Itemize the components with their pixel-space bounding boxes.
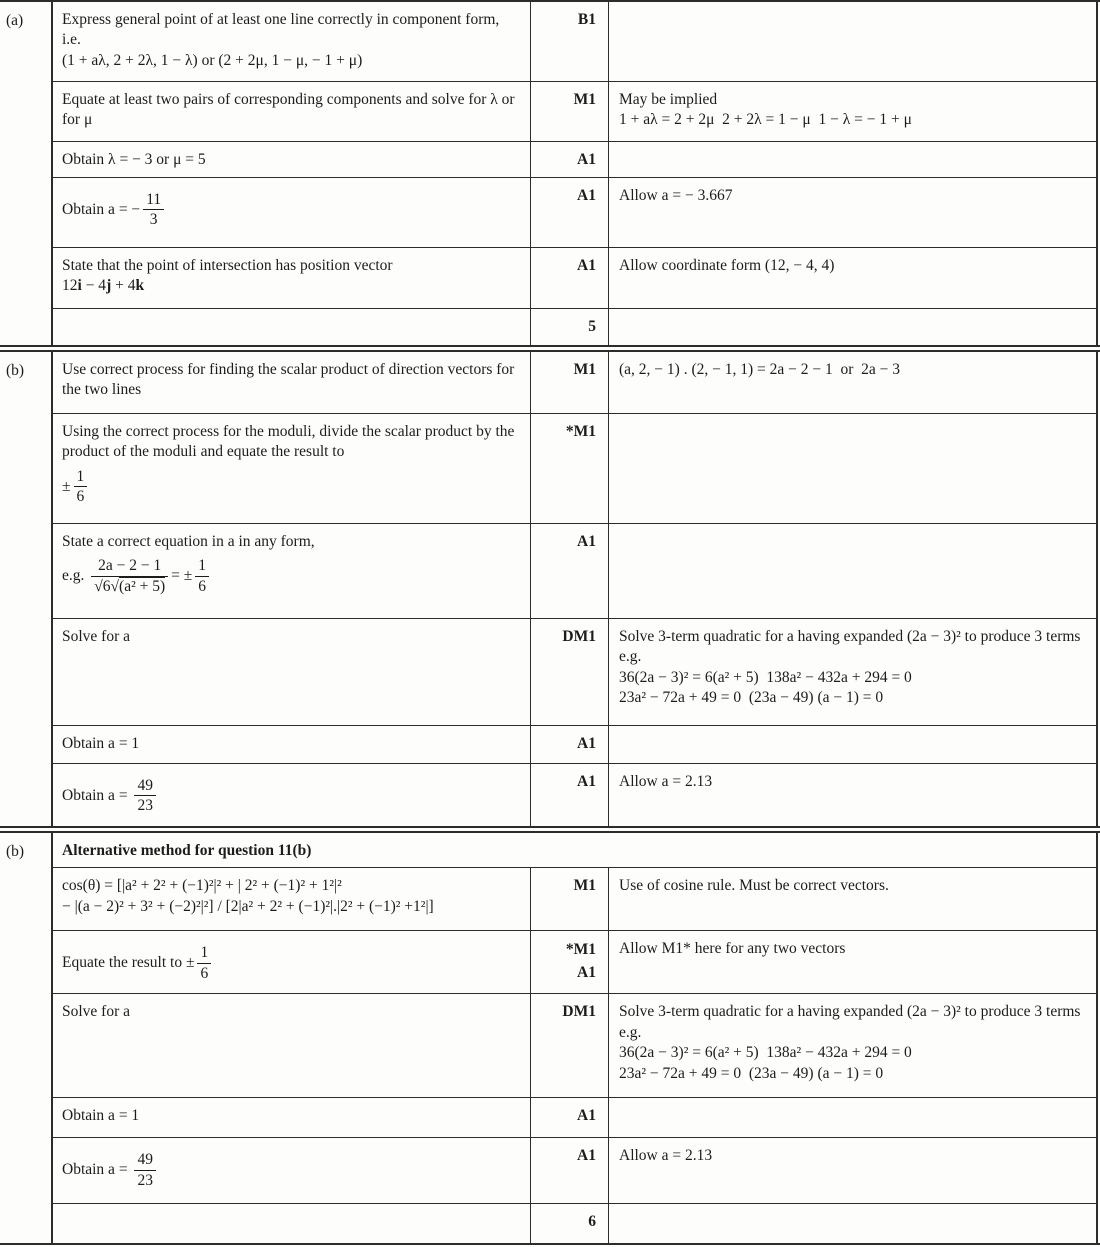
section-separator — [0, 345, 1100, 352]
comment-math-line: 23a² − 72a + 49 = 0 (23a − 49) (a − 1) = 0 — [619, 1064, 884, 1082]
fraction — [74, 468, 88, 506]
fraction-numerator: 49 — [134, 777, 156, 796]
comment-text: Allow coordinate form (12, − 4, 4) — [619, 257, 835, 274]
comment-text: Use of cosine rule. Must be correct vectors. — [619, 877, 889, 895]
answer-cell — [53, 726, 531, 763]
vector-coeff: − 4 — [81, 277, 107, 295]
answer-cell — [53, 1098, 531, 1137]
answer-math-line: (1 + aλ, 2 + 2λ, 1 − λ) or (2 + 2μ, 1 − μ, − 1 + μ) — [62, 51, 363, 69]
comment-cell — [609, 868, 1096, 930]
comment-text: Allow M1* here for any two vectors — [619, 940, 846, 958]
cosine-formula-line2: − |(a − 2)² + 3² + (−2)²|²] / [2|a² + 2² + (−1)²|.|2² + (−1)² +1²|] — [62, 897, 434, 915]
comment-cell — [609, 142, 1096, 177]
vector-coeff: + 4 — [111, 277, 136, 295]
part-label: (b) — [6, 843, 25, 860]
answer-cell — [53, 248, 531, 308]
answer-equation — [62, 467, 518, 507]
unit-vector-j: j — [106, 277, 112, 295]
table-bottom-border — [0, 1243, 1100, 1245]
comment-cell — [609, 1098, 1096, 1137]
vector-coeff: 12 — [62, 277, 78, 295]
answer-text: Solve for a — [62, 1003, 131, 1021]
mark-cell — [531, 142, 609, 177]
answer-text: State that the point of intersection has position vector — [62, 257, 393, 274]
unit-vector-i: i — [77, 277, 82, 295]
answer-cell — [53, 2, 531, 81]
answer-cell — [53, 82, 531, 141]
fraction-denominator: 23 — [137, 1171, 153, 1189]
mark-code: DM1 — [562, 628, 596, 645]
comment-cell — [609, 764, 1096, 826]
comment-text: Allow a = − 3.667 — [619, 187, 733, 204]
comment-cell — [609, 352, 1096, 413]
part-label: (b) — [6, 362, 25, 379]
answer-cell — [53, 994, 531, 1097]
mark-code: A1 — [577, 151, 596, 168]
answer-text: Obtain a = 1 — [62, 735, 140, 752]
table-row — [53, 619, 1096, 726]
mark-code: A1 — [577, 773, 596, 790]
comment-cell — [609, 994, 1096, 1097]
comment-math-line: 1 + aλ = 2 + 2μ 2 + 2λ = 1 − μ 1 − λ = − 1 + μ — [619, 111, 912, 129]
answer-cell — [53, 868, 531, 930]
answer-text: Equate at least two pairs of corresponding components and solve for λ or for μ — [62, 91, 519, 129]
comment-text: Allow a = 2.13 — [619, 1147, 713, 1165]
mark-cell — [531, 1098, 609, 1137]
mark-code: *M1 — [565, 941, 596, 959]
cosine-formula-line1: cos(θ) = [|a² + 2² + (−1)²|² + | 2² + (−1)² + 1²|² — [62, 877, 342, 895]
position-vector-line — [62, 276, 518, 296]
mark-cell — [531, 994, 609, 1097]
section-separator — [0, 826, 1100, 833]
mark-cell — [531, 726, 609, 763]
answer-cell — [53, 352, 531, 413]
section-part-b-alt — [0, 833, 1100, 1243]
table-row — [53, 524, 1096, 619]
comment-text: Allow a = 2.13 — [619, 773, 713, 790]
fraction-numerator: 1 — [197, 944, 211, 963]
mark-code: *M1 — [565, 423, 596, 440]
fraction-denominator: 23 — [137, 797, 153, 815]
table-row — [53, 142, 1096, 178]
mark-code: A1 — [577, 187, 596, 204]
total-row — [53, 309, 1096, 345]
mark-cell — [531, 619, 609, 725]
radicand: (a² + 5) — [119, 577, 166, 595]
answer-text: Obtain a = 1 — [62, 1107, 140, 1125]
equation-prefix: Obtain a = — [62, 1161, 132, 1179]
table-row — [53, 414, 1096, 524]
fraction — [143, 191, 164, 229]
answer-text: Express general point of at least one line correctly in component form, i.e. — [62, 11, 504, 49]
mark-cell — [531, 352, 609, 413]
table-row — [53, 2, 1096, 82]
answer-cell — [53, 414, 531, 523]
radical-six: √6 — [94, 577, 111, 595]
comment-cell — [609, 726, 1096, 763]
total-value: 5 — [588, 318, 596, 335]
fraction-numerator: 11 — [143, 191, 164, 210]
equation-prefix: Obtain a = − — [62, 200, 141, 218]
answer-text: Using the correct process for the moduli, divide the scalar product by the product of the moduli and equate the result to — [62, 423, 519, 461]
answer-equation — [62, 776, 518, 816]
mark-code: A1 — [577, 1107, 596, 1125]
total-value: 6 — [588, 1213, 596, 1231]
mark-cell — [531, 931, 609, 993]
table-row — [53, 868, 1096, 931]
comment-math-line: 36(2a − 3)² = 6(a² + 5) 138a² − 432a + 294 = 0 — [619, 1044, 912, 1062]
answer-cell — [53, 764, 531, 826]
table-row — [53, 1098, 1096, 1138]
comment-math-line: (a, 2, − 1) . (2, − 1, 1) = 2a − 2 − 1 or 2a − 3 — [619, 361, 901, 378]
answer-cell — [53, 1204, 531, 1243]
comment-cell — [609, 414, 1096, 523]
mark-code: A1 — [577, 1147, 596, 1165]
comment-cell — [609, 309, 1096, 345]
comment-cell — [609, 82, 1096, 141]
comment-cell — [609, 524, 1096, 618]
marks-total — [531, 1204, 609, 1243]
fraction — [195, 557, 209, 595]
answer-cell — [53, 931, 531, 993]
answer-text: Use correct process for finding the scalar product of direction vectors for the two lines — [62, 361, 519, 399]
fraction — [197, 944, 211, 982]
fraction-numerator: 49 — [134, 1151, 156, 1170]
answer-cell — [53, 619, 531, 725]
table-row — [53, 726, 1096, 764]
comment-cell — [609, 931, 1096, 993]
mark-code: B1 — [577, 11, 596, 28]
mark-code: M1 — [573, 361, 596, 378]
fraction-denominator: 3 — [149, 211, 158, 229]
answer-cell — [53, 178, 531, 247]
table-row — [53, 764, 1096, 826]
mark-code: DM1 — [562, 1003, 596, 1021]
comment-cell — [609, 2, 1096, 81]
mark-cell — [531, 2, 609, 81]
mark-cell — [531, 82, 609, 141]
fraction — [134, 777, 156, 815]
radical-sign: √ — [110, 577, 120, 595]
table-row — [53, 994, 1096, 1098]
answer-equation — [62, 1150, 518, 1190]
answer-text: Solve for a — [62, 628, 131, 645]
plus-minus-sign: ± — [185, 954, 195, 972]
unit-vector-k: k — [135, 277, 145, 295]
table-row — [53, 82, 1096, 142]
fraction-denominator: 6 — [198, 577, 207, 595]
fraction-denominator: 6 — [76, 488, 85, 506]
table-row — [53, 352, 1096, 414]
equation-prefix: Obtain a = — [62, 786, 132, 804]
fraction-numerator: 1 — [74, 468, 88, 487]
table-row — [53, 931, 1096, 994]
part-label: (a) — [6, 12, 24, 29]
marks-total — [531, 309, 609, 345]
comment-cell — [609, 1138, 1096, 1203]
mark-cell — [531, 868, 609, 930]
section-part-b — [0, 352, 1100, 826]
comment-math-line: 23a² − 72a + 49 = 0 (23a − 49) (a − 1) = 0 — [619, 689, 884, 707]
plus-minus-sign: ± — [62, 477, 71, 495]
answer-cell — [53, 309, 531, 345]
fraction — [91, 557, 168, 595]
mark-cell — [531, 414, 609, 523]
part-label-a — [0, 2, 51, 345]
mark-cell — [531, 764, 609, 826]
comment-text: Solve 3-term quadratic for a having expanded (2a − 3)² to produce 3 terms e.g. — [619, 628, 1085, 666]
comment-cell — [609, 248, 1096, 308]
answer-equation — [62, 556, 518, 596]
marks-table-b — [51, 352, 1098, 826]
answer-cell — [53, 142, 531, 177]
equation-prefix: Equate the result to — [62, 954, 186, 972]
total-row — [53, 1204, 1096, 1243]
answer-text: Obtain λ = − 3 or μ = 5 — [62, 151, 206, 168]
fraction-denominator — [91, 577, 168, 595]
fraction-denominator: 6 — [200, 964, 209, 982]
mark-code: A1 — [577, 257, 596, 274]
mark-cell — [531, 178, 609, 247]
marks-table-a — [51, 2, 1098, 345]
marks-table-b-alt — [51, 833, 1098, 1243]
table-row — [53, 248, 1096, 309]
part-label-b-alt — [0, 833, 51, 1243]
comment-math-line: 36(2a − 3)² = 6(a² + 5) 138a² − 432a + 294 = 0 — [619, 668, 912, 686]
section-part-a — [0, 2, 1100, 345]
eg-prefix: e.g. — [62, 567, 85, 585]
equals-plus-minus: = ± — [171, 567, 193, 585]
answer-cell — [53, 1138, 531, 1203]
mark-code: A1 — [577, 533, 596, 550]
answer-cell — [53, 524, 531, 618]
fraction-numerator: 2a − 2 − 1 — [91, 557, 168, 576]
mark-code: M1 — [573, 91, 596, 108]
mark-code: A1 — [577, 963, 596, 981]
answer-equation — [62, 943, 518, 983]
comment-cell — [609, 1204, 1096, 1243]
comment-cell — [609, 178, 1096, 247]
header-text: Alternative method for question 11(b) — [62, 842, 312, 859]
mark-cell — [531, 248, 609, 308]
mark-code: M1 — [573, 877, 596, 895]
comment-cell — [609, 619, 1096, 725]
table-row — [53, 178, 1096, 248]
fraction-numerator: 1 — [195, 557, 209, 576]
comment-text: May be implied — [619, 91, 718, 108]
comment-text: Solve 3-term quadratic for a having expanded (2a − 3)² to produce 3 terms e.g. — [619, 1003, 1085, 1041]
part-label-b — [0, 352, 51, 826]
alternative-method-header — [53, 833, 1096, 868]
table-row — [53, 1138, 1096, 1204]
mark-cell — [531, 524, 609, 618]
answer-text: State a correct equation in a in any form, — [62, 533, 315, 550]
mark-cell — [531, 1138, 609, 1203]
fraction — [134, 1151, 156, 1189]
answer-equation — [62, 190, 518, 230]
mark-code: A1 — [577, 735, 596, 752]
